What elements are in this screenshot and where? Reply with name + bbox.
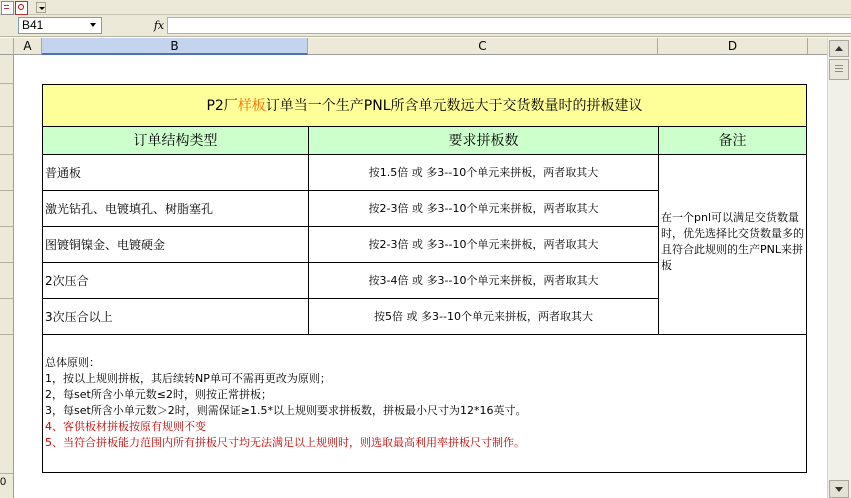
scroll-down-arrow-icon[interactable] [829, 480, 849, 498]
toolbar [0, 0, 851, 15]
column-header-c[interactable]: C [308, 38, 658, 55]
principle-item: 3，每set所含小单元数＞2时，则需保证≥1.5*以上规则要求拼板数，拼板最小尺寸为12*16英寸。 [45, 404, 527, 417]
column-header-row [0, 38, 851, 55]
table-row-requirement[interactable]: 按2-3倍 或 多3--10个单元来拼板，两者取其大 [309, 227, 659, 263]
principle-item: 1，按以上规则拼板，其后续转NP单可不需再更改为原则； [45, 372, 331, 385]
header-required-panel-count[interactable]: 要求拼板数 [309, 127, 659, 155]
row-divider [0, 262, 14, 263]
principles-heading: 总体原则： [45, 356, 100, 369]
chevron-down-icon[interactable] [90, 23, 96, 27]
principle-item: 2，每set所含小单元数≤2时，则按正常拼板； [45, 388, 273, 401]
table-title[interactable] [43, 85, 806, 127]
row-divider [0, 473, 14, 474]
formula-input[interactable] [167, 17, 851, 34]
document-icon[interactable] [1, 1, 14, 15]
row-divider [0, 298, 14, 299]
table-row-type[interactable]: 2次压合 [43, 263, 309, 299]
row-divider [0, 154, 14, 155]
fx-icon[interactable]: fx [153, 19, 165, 32]
row-header-label: 0 [0, 476, 7, 488]
title-suffix: 订单当一个生产PNL所含单元数远大于交货数量时的拼板建议 [265, 98, 643, 114]
row-divider [0, 83, 14, 84]
table-row-type[interactable]: 图镀铜镍金、电镀硬金 [43, 227, 309, 263]
column-header-b[interactable]: B [42, 38, 308, 55]
column-header-d[interactable]: D [658, 38, 808, 55]
principle-item-red: 5、当符合拼板能力范围内所有拼板尺寸均无法满足以上规则时，则选取最高利用率拼板尺寸制作。 [45, 436, 525, 449]
table-row-type[interactable]: 普通板 [43, 155, 309, 191]
row-divider [0, 126, 14, 127]
row-divider [0, 334, 14, 335]
row-divider [0, 226, 14, 227]
table-row-requirement[interactable]: 按5倍 或 多3--10个单元来拼板，两者取其大 [309, 299, 659, 335]
table-row-type[interactable]: 3次压合以上 [43, 299, 309, 335]
toolbar-options-dropdown-icon[interactable] [36, 2, 46, 13]
title-prefix: P2厂 [206, 98, 238, 114]
pdf-icon[interactable] [15, 1, 28, 15]
general-principles-cell[interactable] [43, 335, 806, 473]
row-header-column[interactable] [0, 55, 14, 498]
table-row-requirement[interactable]: 按2-3倍 或 多3--10个单元来拼板，两者取其大 [309, 191, 659, 227]
column-header-a[interactable]: A [14, 38, 42, 55]
spreadsheet-table [42, 84, 807, 473]
name-box[interactable]: B41 [18, 17, 102, 34]
header-remarks[interactable]: 备注 [659, 127, 806, 155]
select-all-corner[interactable] [0, 38, 14, 55]
formula-bar [0, 15, 851, 37]
principle-item-red: 4、客供板材拼板按原有规则不变 [45, 420, 206, 433]
table-row-requirement[interactable]: 按3-4倍 或 多3--10个单元来拼板，两者取其大 [309, 263, 659, 299]
row-divider [0, 190, 14, 191]
scrollbar-thumb[interactable] [829, 59, 849, 80]
scroll-up-arrow-icon[interactable] [829, 40, 849, 57]
table-row-type[interactable]: 激光钻孔、电镀填孔、树脂塞孔 [43, 191, 309, 227]
table-row-requirement[interactable]: 按1.5倍 或 多3--10个单元来拼板，两者取其大 [309, 155, 659, 191]
title-highlight: 样板 [237, 98, 266, 114]
remarks-cell[interactable]: 在一个pnl可以满足交货数量时，优先选择比交货数量多的且符合此规则的生产PNL来拼板 [659, 155, 806, 335]
vertical-scrollbar[interactable] [827, 38, 851, 498]
header-order-structure-type[interactable]: 订单结构类型 [43, 127, 309, 155]
